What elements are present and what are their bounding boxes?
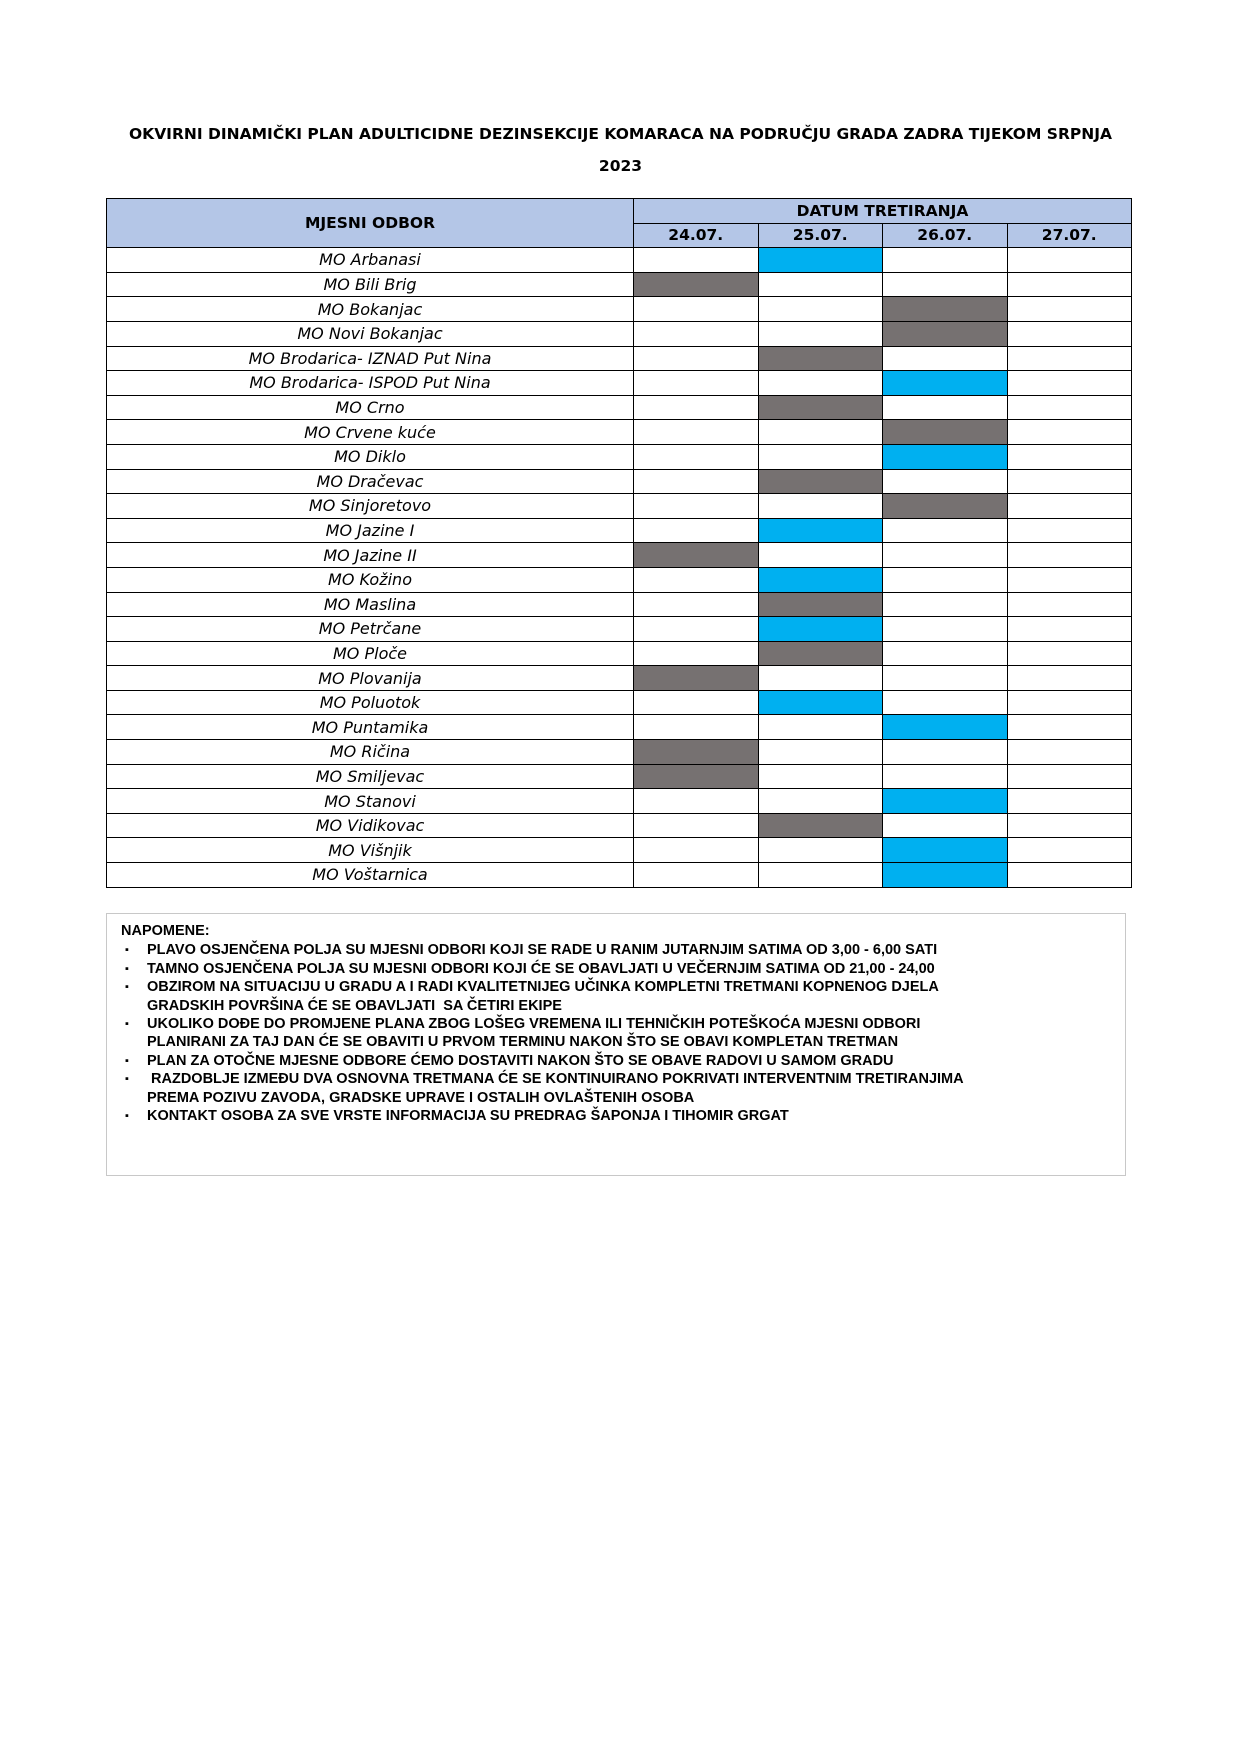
empty-date-cell	[758, 321, 883, 346]
table-row	[107, 764, 1132, 789]
square-bullet-icon: ▪	[125, 1054, 129, 1067]
note-text-line: RAZDOBLJE IZMEĐU DVA OSNOVNA TRETMANA ĆE SE KONTINUIRANO POKRIVATI INTERVENTNIM TRETIRANJIMA	[147, 1071, 964, 1088]
empty-date-cell	[1007, 740, 1132, 765]
empty-date-cell	[634, 371, 759, 396]
date-header: 26.07.	[883, 223, 1008, 248]
morning-treatment-cell	[883, 838, 1008, 863]
evening-treatment-cell	[883, 420, 1008, 445]
empty-date-cell	[758, 494, 883, 519]
table-row	[107, 567, 1132, 592]
morning-treatment-cell	[883, 444, 1008, 469]
empty-date-cell	[1007, 395, 1132, 420]
empty-date-cell	[758, 740, 883, 765]
empty-date-cell	[758, 272, 883, 297]
mjesni-odbor-name: MO Sinjoretovo	[107, 494, 634, 519]
evening-treatment-cell	[883, 494, 1008, 519]
empty-date-cell	[883, 543, 1008, 568]
evening-treatment-cell	[883, 321, 1008, 346]
page-title-line-2: 2023	[598, 157, 643, 175]
empty-date-cell	[1007, 444, 1132, 469]
empty-date-cell	[883, 272, 1008, 297]
date-header: 25.07.	[758, 223, 883, 248]
evening-treatment-cell	[758, 641, 883, 666]
morning-treatment-cell	[883, 371, 1008, 396]
morning-treatment-cell	[758, 617, 883, 642]
empty-date-cell	[1007, 789, 1132, 814]
empty-date-cell	[1007, 494, 1132, 519]
note-text-line: GRADSKIH POVRŠINA ĆE SE OBAVLJATI SA ČETIRI EKIPE	[147, 997, 562, 1014]
table-row	[107, 444, 1132, 469]
mjesni-odbor-name: MO Crno	[107, 395, 634, 420]
evening-treatment-cell	[634, 764, 759, 789]
table-row	[107, 789, 1132, 814]
mjesni-odbor-name: MO Bili Brig	[107, 272, 634, 297]
table-row	[107, 346, 1132, 371]
empty-date-cell	[883, 567, 1008, 592]
morning-treatment-cell	[883, 715, 1008, 740]
column-header-mjesni-odbor: MJESNI ODBOR	[107, 199, 634, 248]
mjesni-odbor-name: MO Diklo	[107, 444, 634, 469]
empty-date-cell	[883, 641, 1008, 666]
empty-date-cell	[758, 789, 883, 814]
empty-date-cell	[634, 789, 759, 814]
note-item	[121, 1070, 1113, 1107]
note-item	[121, 1052, 1113, 1070]
table-row	[107, 543, 1132, 568]
evening-treatment-cell	[758, 469, 883, 494]
square-bullet-icon: ▪	[125, 981, 129, 994]
square-bullet-icon: ▪	[125, 944, 129, 957]
evening-treatment-cell	[758, 395, 883, 420]
empty-date-cell	[758, 371, 883, 396]
empty-date-cell	[1007, 297, 1132, 322]
mjesni-odbor-name: MO Plovanija	[107, 666, 634, 691]
mjesni-odbor-name: MO Novi Bokanjac	[107, 321, 634, 346]
empty-date-cell	[883, 690, 1008, 715]
empty-date-cell	[758, 444, 883, 469]
empty-date-cell	[1007, 813, 1132, 838]
table-row	[107, 641, 1132, 666]
mjesni-odbor-name: MO Vidikovac	[107, 813, 634, 838]
empty-date-cell	[1007, 518, 1132, 543]
notes-box	[106, 913, 1126, 1176]
empty-date-cell	[1007, 617, 1132, 642]
empty-date-cell	[634, 469, 759, 494]
note-item	[121, 978, 1113, 1015]
note-item	[121, 1107, 1113, 1125]
table-row	[107, 321, 1132, 346]
empty-date-cell	[1007, 715, 1132, 740]
mjesni-odbor-name: MO Brodarica- ISPOD Put Nina	[107, 371, 634, 396]
table-row	[107, 395, 1132, 420]
empty-date-cell	[1007, 371, 1132, 396]
mjesni-odbor-name: MO Dračevac	[107, 469, 634, 494]
empty-date-cell	[634, 444, 759, 469]
square-bullet-icon: ▪	[125, 962, 129, 975]
empty-date-cell	[758, 297, 883, 322]
page-title-line-1: OKVIRNI DINAMIČKI PLAN ADULTICIDNE DEZINSEKCIJE KOMARACA NA PODRUČJU GRADA ZADRA TIJEKOM SRPNJA	[129, 125, 1112, 143]
evening-treatment-cell	[634, 666, 759, 691]
evening-treatment-cell	[634, 272, 759, 297]
empty-date-cell	[1007, 272, 1132, 297]
table-row	[107, 666, 1132, 691]
empty-date-cell	[1007, 248, 1132, 273]
empty-date-cell	[634, 641, 759, 666]
empty-date-cell	[883, 518, 1008, 543]
table-row	[107, 371, 1132, 396]
table-row	[107, 838, 1132, 863]
note-item	[121, 1015, 1113, 1052]
empty-date-cell	[634, 395, 759, 420]
evening-treatment-cell	[758, 592, 883, 617]
evening-treatment-cell	[758, 813, 883, 838]
empty-date-cell	[883, 346, 1008, 371]
table-row	[107, 715, 1132, 740]
mjesni-odbor-name: MO Puntamika	[107, 715, 634, 740]
note-item	[121, 941, 1113, 959]
table-body	[107, 248, 1132, 887]
empty-date-cell	[1007, 592, 1132, 617]
empty-date-cell	[758, 764, 883, 789]
mjesni-odbor-name: MO Bokanjac	[107, 297, 634, 322]
empty-date-cell	[634, 690, 759, 715]
table-row	[107, 740, 1132, 765]
evening-treatment-cell	[758, 346, 883, 371]
empty-date-cell	[634, 321, 759, 346]
note-text-line: UKOLIKO DOĐE DO PROMJENE PLANA ZBOG LOŠEG VREMENA ILI TEHNIČKIH POTEŠKOĆA MJESNI ODBORI	[147, 1016, 921, 1033]
note-text-line: PLAN ZA OTOČNE MJESNE ODBORE ĆEMO DOSTAVITI NAKON ŠTO SE OBAVE RADOVI U SAMOM GRADU	[147, 1052, 894, 1069]
empty-date-cell	[1007, 420, 1132, 445]
table-row	[107, 813, 1132, 838]
date-header: 27.07.	[1007, 223, 1132, 248]
morning-treatment-cell	[883, 863, 1008, 888]
empty-date-cell	[634, 617, 759, 642]
mjesni-odbor-name: MO Brodarica- IZNAD Put Nina	[107, 346, 634, 371]
empty-date-cell	[634, 248, 759, 273]
mjesni-odbor-name: MO Petrčane	[107, 617, 634, 642]
empty-date-cell	[1007, 543, 1132, 568]
empty-date-cell	[634, 494, 759, 519]
empty-date-cell	[883, 764, 1008, 789]
empty-date-cell	[1007, 641, 1132, 666]
empty-date-cell	[758, 543, 883, 568]
evening-treatment-cell	[634, 543, 759, 568]
table-row	[107, 690, 1132, 715]
mjesni-odbor-name: MO Stanovi	[107, 789, 634, 814]
mjesni-odbor-name: MO Maslina	[107, 592, 634, 617]
empty-date-cell	[634, 715, 759, 740]
mjesni-odbor-name: MO Ričina	[107, 740, 634, 765]
empty-date-cell	[883, 813, 1008, 838]
empty-date-cell	[634, 567, 759, 592]
empty-date-cell	[883, 592, 1008, 617]
empty-date-cell	[1007, 567, 1132, 592]
date-header: 24.07.	[634, 223, 759, 248]
evening-treatment-cell	[883, 297, 1008, 322]
empty-date-cell	[758, 666, 883, 691]
empty-date-cell	[883, 617, 1008, 642]
table-row	[107, 617, 1132, 642]
empty-date-cell	[634, 863, 759, 888]
empty-date-cell	[883, 666, 1008, 691]
square-bullet-icon: ▪	[125, 1073, 129, 1086]
treatment-schedule-table	[106, 198, 1132, 888]
table-header	[107, 199, 1132, 248]
empty-date-cell	[634, 420, 759, 445]
empty-date-cell	[883, 248, 1008, 273]
table-row	[107, 248, 1132, 273]
morning-treatment-cell	[758, 690, 883, 715]
empty-date-cell	[1007, 469, 1132, 494]
empty-date-cell	[758, 838, 883, 863]
empty-date-cell	[1007, 863, 1132, 888]
empty-date-cell	[1007, 690, 1132, 715]
square-bullet-icon: ▪	[125, 1110, 129, 1123]
morning-treatment-cell	[758, 518, 883, 543]
empty-date-cell	[758, 420, 883, 445]
note-text-line: OBZIROM NA SITUACIJU U GRADU A I RADI KVALITETNIJEG UČINKA KOMPLETNI TRETMANI KOPNENOG DJELA	[147, 979, 939, 996]
empty-date-cell	[634, 813, 759, 838]
square-bullet-icon: ▪	[125, 1018, 129, 1031]
empty-date-cell	[1007, 666, 1132, 691]
mjesni-odbor-name: MO Kožino	[107, 567, 634, 592]
empty-date-cell	[1007, 346, 1132, 371]
mjesni-odbor-name: MO Višnjik	[107, 838, 634, 863]
mjesni-odbor-name: MO Voštarnica	[107, 863, 634, 888]
table-row	[107, 272, 1132, 297]
empty-date-cell	[634, 346, 759, 371]
morning-treatment-cell	[883, 789, 1008, 814]
note-text-line: PLANIRANI ZA TAJ DAN ĆE SE OBAVITI U PRVOM TERMINU NAKON ŠTO SE OBAVI KOMPLETAN TRETMAN	[147, 1034, 899, 1051]
note-text-line: PLAVO OSJENČENA POLJA SU MJESNI ODBORI KOJI SE RADE U RANIM JUTARNJIM SATIMA OD 3,00 - 6,00 SATI	[147, 942, 938, 959]
empty-date-cell	[634, 592, 759, 617]
mjesni-odbor-name: MO Ploče	[107, 641, 634, 666]
mjesni-odbor-name: MO Crvene kuće	[107, 420, 634, 445]
mjesni-odbor-name: MO Smiljevac	[107, 764, 634, 789]
mjesni-odbor-name: MO Jazine I	[107, 518, 634, 543]
note-text-line: KONTAKT OSOBA ZA SVE VRSTE INFORMACIJA SU PREDRAG ŠAPONJA I TIHOMIR GRGAT	[147, 1108, 789, 1125]
table-row	[107, 518, 1132, 543]
mjesni-odbor-name: MO Jazine II	[107, 543, 634, 568]
empty-date-cell	[634, 297, 759, 322]
table-row	[107, 469, 1132, 494]
column-header-datum-tretiranja: DATUM TRETIRANJA	[634, 199, 1132, 224]
page-title	[110, 118, 1131, 182]
table-row	[107, 494, 1132, 519]
morning-treatment-cell	[758, 248, 883, 273]
table-row	[107, 592, 1132, 617]
morning-treatment-cell	[758, 567, 883, 592]
evening-treatment-cell	[634, 740, 759, 765]
table-row	[107, 420, 1132, 445]
empty-date-cell	[883, 740, 1008, 765]
empty-date-cell	[1007, 321, 1132, 346]
empty-date-cell	[758, 863, 883, 888]
notes-title: NAPOMENE:	[121, 923, 210, 939]
empty-date-cell	[758, 715, 883, 740]
note-item	[121, 960, 1113, 978]
empty-date-cell	[1007, 764, 1132, 789]
note-text-line: PREMA POZIVU ZAVODA, GRADSKE UPRAVE I OSTALIH OVLAŠTENIH OSOBA	[147, 1089, 695, 1106]
note-text-line: TAMNO OSJENČENA POLJA SU MJESNI ODBORI KOJI ĆE SE OBAVLJATI U VEČERNJIM SATIMA OD 21,00 - 24,00	[147, 960, 935, 977]
mjesni-odbor-name: MO Arbanasi	[107, 248, 634, 273]
mjesni-odbor-name: MO Poluotok	[107, 690, 634, 715]
table-row	[107, 297, 1132, 322]
empty-date-cell	[1007, 838, 1132, 863]
empty-date-cell	[883, 469, 1008, 494]
empty-date-cell	[634, 518, 759, 543]
empty-date-cell	[883, 395, 1008, 420]
notes-list	[121, 941, 1113, 1125]
table-row	[107, 863, 1132, 888]
empty-date-cell	[634, 838, 759, 863]
